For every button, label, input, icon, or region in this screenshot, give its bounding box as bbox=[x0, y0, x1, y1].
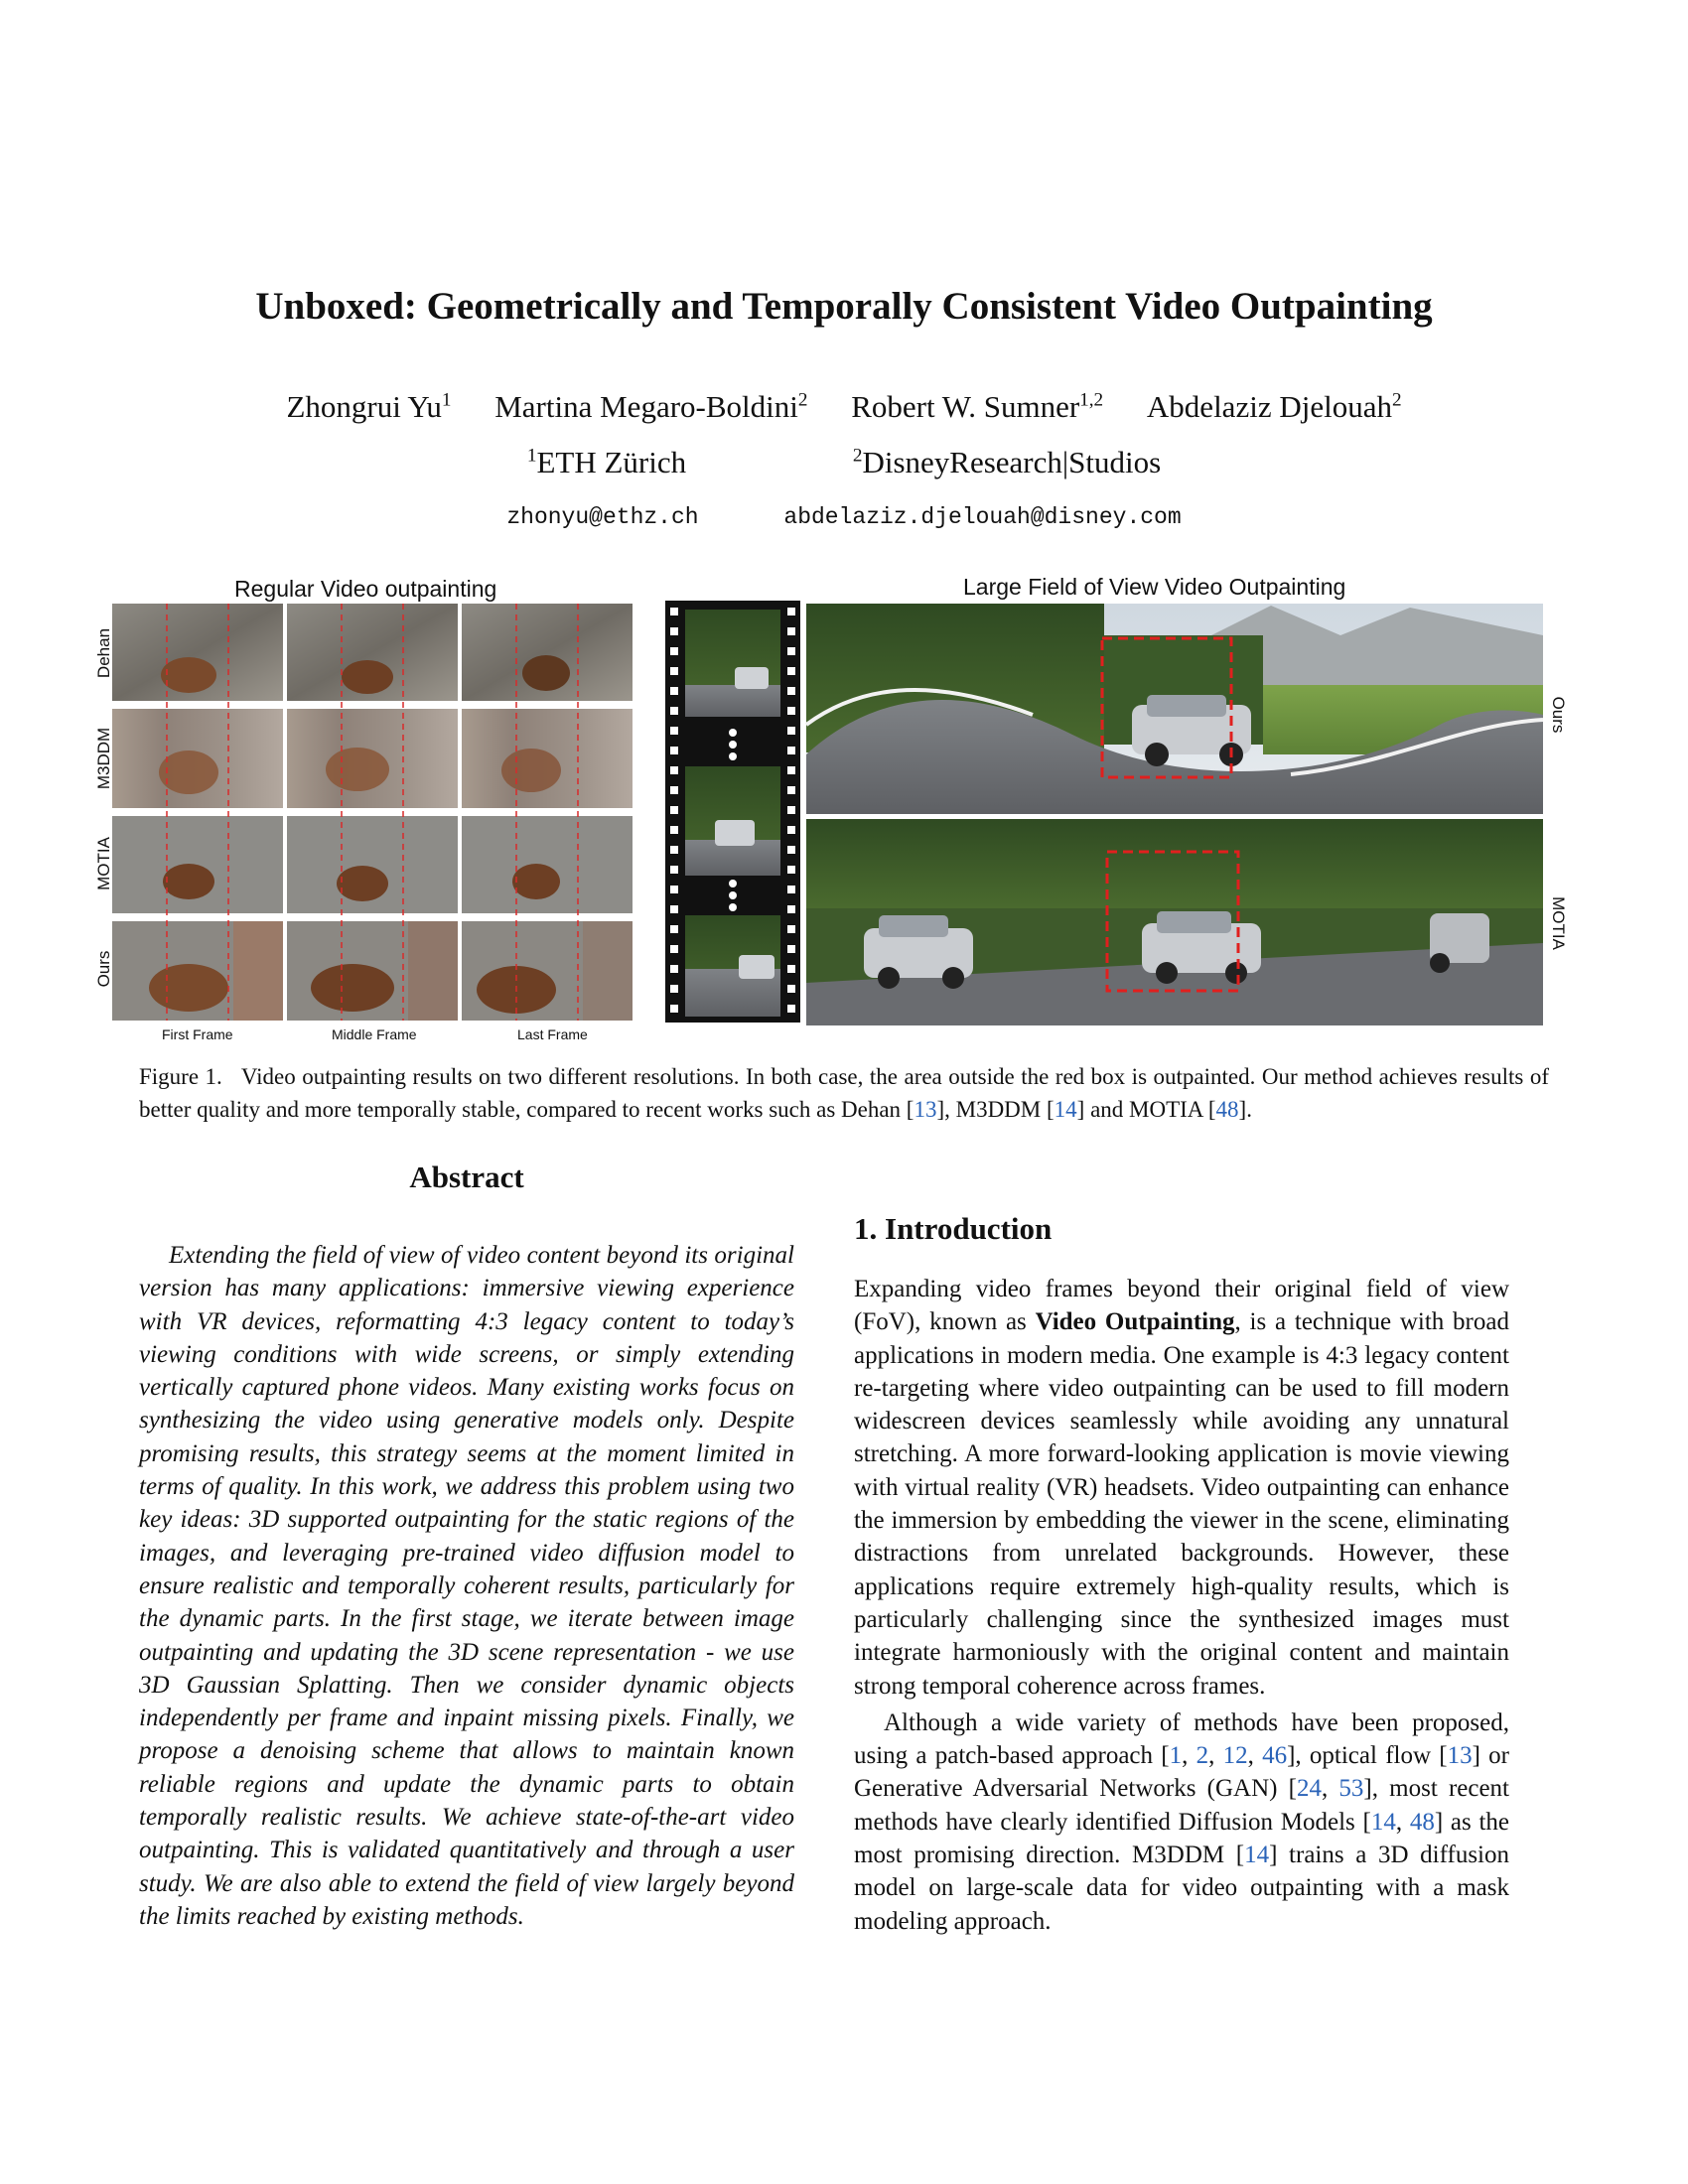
email-link[interactable]: zhonyu@ethz.ch bbox=[506, 504, 699, 530]
filmstrip-frame-1 bbox=[685, 610, 780, 717]
citation-link[interactable]: 14 bbox=[1054, 1097, 1077, 1122]
author: Abdelaziz Djelouah$^2$ bbox=[1146, 389, 1402, 424]
row-label-ours: Ours bbox=[94, 950, 113, 988]
section-heading-introduction: 1. Introduction bbox=[854, 1211, 1053, 1246]
abstract-text: Extending the field of view of video content beyond its original version has many applications: immersive viewing experience with VR devices, reformatting 4:3 legacy content to today’s viewing conditions with wide screens, or simply extending vertically captured phone videos. Many existing works focus on synthesizing the video using generative models only. Despite promising results, this strategy seems at the moment limited in terms of quality. In this work, we address this problem using two key ideas: 3D supported outpainting for the static regions of the images, and leveraging pre-trained video diffusion model to ensure realistic and temporally coherent results, particularly for the dynamic parts. In the first stage, we iterate between image outpainting and updating the 3D scene representation - we use 3D Gaussian Splatting. Then we consider dynamic objects independently per frame and inpaint missing pixels. Finally, we propose a denoising scheme that allows to maintain known reliable regions and update the dynamic parts to obtain temporally realistic results. We achieve state-of-the-art video outpainting. This is validated quantitatively and through a user study. We are also able to extend the field of view largely beyond the limits reached by existing methods. bbox=[139, 1242, 794, 1930]
citation-link[interactable]: 53 bbox=[1338, 1775, 1364, 1803]
frame-label-last: Last Frame bbox=[517, 1026, 588, 1042]
thumb-dehan bbox=[112, 604, 633, 701]
citation-link[interactable]: 14 bbox=[1244, 1842, 1270, 1869]
citation-link[interactable]: 2 bbox=[1196, 1742, 1209, 1770]
citation-link[interactable]: 13 bbox=[1447, 1742, 1473, 1770]
citation-link[interactable]: 48 bbox=[1215, 1097, 1239, 1122]
introduction-text bbox=[854, 1273, 1509, 1938]
figure-1-graphic bbox=[0, 0, 1688, 1052]
thumb-motia bbox=[112, 816, 633, 913]
email-link[interactable]: abdelaziz.djelouah@disney.com bbox=[783, 504, 1182, 530]
row-label-dehan: Dehan bbox=[94, 627, 113, 679]
row-label-right-motia: MOTIA bbox=[1549, 896, 1568, 950]
intro-paragraph-2: Although a wide variety of methods have been proposed, using a patch-based approach [1, 2, 12, 46], optical flow [13] or Generative Adversarial Networks (GAN) [24, 53], most recent methods have clearly identified Diffusion Models [14, 48] as the most promising direction. M3DDM [14] trains a 3D diffusion model on large-scale data for video outpainting with a mask modeling approach. bbox=[854, 1708, 1510, 1935]
bear-comparison-grid bbox=[112, 604, 633, 1021]
filmstrip bbox=[665, 601, 800, 1023]
citation-link[interactable]: 13 bbox=[914, 1097, 937, 1122]
thumb-m3ddm bbox=[112, 709, 633, 808]
figure-caption: Figure 1. Video outpainting results on two different resolutions. In both case, the area outside the red box is outpainted. Our method achieves results of better quality and more temporally stable, compared to recent works such as Dehan [13], M3DDM [14] and MOTIA [48]. bbox=[139, 1064, 1549, 1122]
row-label-m3ddm: M3DDM bbox=[94, 727, 113, 790]
citation-link[interactable]: 14 bbox=[1370, 1808, 1396, 1836]
figure-right-title: Large Field of View Video Outpainting bbox=[963, 574, 1346, 600]
affiliation: $^2$DisneyResearch|Studios bbox=[852, 445, 1162, 479]
intro-paragraph-1: Expanding video frames beyond their original field of view (FoV), known as Video Outpainting, is a technique with broad applications in modern media. One example is 4:3 legacy content re-targeting where video outpainting can be used to fill modern widescreen devices seamlessly while avoiding any unnatural stretching. A more forward-looking application is movie viewing with virtual reality (VR) headsets. Video outpainting can enhance the immersion by embedding the viewer in the scene, eliminating distractions from unrelated backgrounds. However, these applications require extremely high-quality results, which is particularly challenging since the synthesized images must integrate harmoniously with the original content and maintain strong temporal coherence across frames. bbox=[854, 1276, 1509, 1700]
thumb-ours bbox=[112, 921, 633, 1021]
row-label-motia: MOTIA bbox=[94, 837, 113, 890]
panorama-motia bbox=[806, 819, 1543, 1025]
citation-link[interactable]: 46 bbox=[1262, 1742, 1288, 1770]
figure-left-title: Regular Video outpainting bbox=[234, 576, 497, 602]
paper-title: Unboxed: Geometrically and Temporally Consistent Video Outpainting bbox=[255, 285, 1433, 328]
citation-link[interactable]: 1 bbox=[1169, 1742, 1183, 1770]
author: Robert W. Sumner$^{1,2}$ bbox=[851, 389, 1104, 424]
panorama-ours bbox=[806, 604, 1543, 814]
filmstrip-frame-3 bbox=[685, 915, 780, 1017]
citation-link[interactable]: 24 bbox=[1296, 1775, 1322, 1803]
affiliation: $^1$ETH Zürich bbox=[526, 445, 687, 479]
row-label-right-ours: Ours bbox=[1549, 696, 1568, 734]
citation-link[interactable]: 12 bbox=[1222, 1742, 1248, 1770]
frame-label-first: First Frame bbox=[162, 1026, 233, 1042]
citation-link[interactable]: 48 bbox=[1409, 1808, 1435, 1836]
filmstrip-frame-2 bbox=[685, 766, 780, 876]
abstract-heading: Abstract bbox=[409, 1160, 524, 1194]
author: Zhongrui Yu$^1$ bbox=[286, 389, 452, 424]
author: Martina Megaro-Boldini$^2$ bbox=[494, 389, 808, 424]
frame-label-middle: Middle Frame bbox=[332, 1026, 417, 1042]
